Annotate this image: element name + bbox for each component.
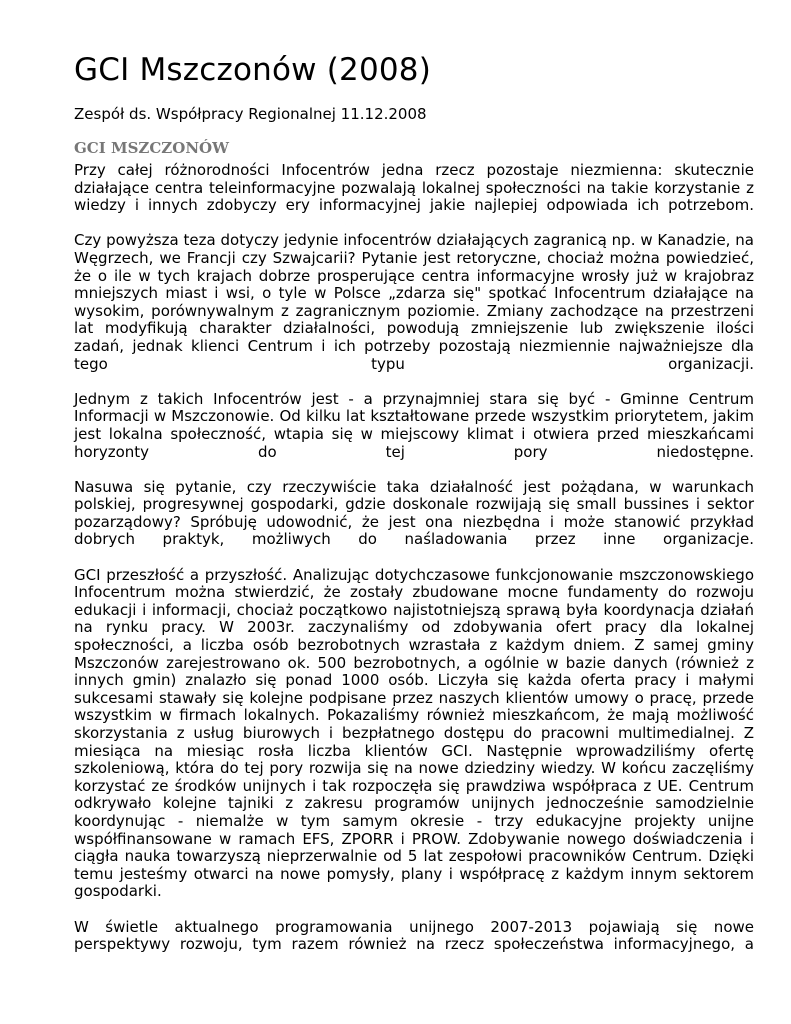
paragraph-1: Przy całej różnorodności Infocentrów jedna rzecz pozostaje niezmienna: skutecznie działające centra teleinformacyjne pozwalają lokalnej społeczności na takie korzystanie z wiedzy i innych zdobyczy ery informacyjnej jakie najlepiej odpowiada ich potrzebom. [74,161,754,215]
paragraph-3: Jednym z takich Infocentrów jest - a przynajmniej stara się być - Gminne Centrum Informacji w Mszczonowie. Od kilku lat kształtowane przede wszystkim priorytetem, jakim jest lokalna społeczność, wtapia się w miejscowy klimat i otwiera przed mieszkańcami horyzonty do tej pory niedostępne. [74,389,754,461]
paragraph-5: GCI przeszłość a przyszłość. Analizując dotychczasowe funkcjonowanie mszczonowskiego Infocentrum można stwierdzić, że zostały zbudowane mocne fundamenty do rozwoju edukacji i informacji, chociaż początkowo najistotniejszą sprawą była koordynacja działań na rynku pracy. W 2003r. zaczynaliśmy od zdobywania ofert pracy dla lokalnej społeczności, a liczba osób bezrobotnych wzrastała z każdym dniem. Z samej gminy Mszczonów zarejestrowano ok. 500 bezrobotnych, a ogólnie w bazie danych (również z innych gmin) znalazło się ponad 1000 osób. Liczyła się każda oferta pracy i małymi sukcesami stawały się kolejne podpisane przez naszych klientów umowy o pracę, przede wszystkim w firmach lokalnych. Pokazaliśmy również mieszkańcom, że mają możliwość skorzystania z usług biurowych i bezpłatnego dostępu do pracowni multimedialnej. Z miesiąca na miesiąc rosła liczba klientów GCI. Następnie wprowadziliśmy ofertę szkoleniową, która do tej pory rozwija się na nowe dziedziny wiedzy. W końcu zaczęliśmy korzystać ze środków unijnych i tak rozpoczęła się prawdziwa współpraca z UE. Centrum odkrywało kolejne tajniki z zakresu programów unijnych jednocześnie samodzielnie koordynując - niemalże w tym samym okresie - trzy edukacyjne projekty unijne współfinansowane w ramach EFS, ZPORR i PROW. Zdobywanie nowego doświadczenia i ciągła nauka towarzyszą nieprzerwalnie od 5 lat zespołowi pracowników Centrum. Dzięki temu jesteśmy otwarci na nowe pomysły, plany i współpracę z każdym innym sektorem gospodarki. [74,565,754,901]
document-subtitle: Zespół ds. Współpracy Regionalnej 11.12.2008 [74,105,427,123]
paragraph-2: Czy powyższa teza dotyczy jedynie infocentrów działających zagranicą np. w Kanadzie, na Węgrzech, we Francji czy Szwajcarii? Pytanie jest retoryczne, chociaż można powiedzieć, że o ile w tych krajach dobrze prosperujące centra informacyjne wrosły już w krajobraz mniejszych miast i wsi, o tyle w Polsce „zdarza się" spotkać Infocentrum działające na wysokim, porównywalnym z zagranicznym poziomie. Zmiany zachodzące na przestrzeni lat modyfikują charakter działalności, powodują zmniejszenie lub zwiększenie ilości zadań, jednak klienci Centrum i ich potrzeby pozostają niezmiennie najważniejsze dla tego typu organizacji. [74,231,754,373]
section-heading: GCI MSZCZONÓW [74,139,229,157]
paragraph-6: W świetle aktualnego programowania unijnego 2007-2013 pojawiają się nowe perspektywy rozwoju, tym razem również na rzecz społeczeństwa informacyjnego, a [74,917,754,954]
document-page [74,50,754,954]
paragraph-4: Nasuwa się pytanie, czy rzeczywiście taka działalność jest pożądana, w warunkach polskiej, progresywnej gospodarki, gdzie doskonale rozwijają się small bussines i sektor pozarządowy? Spróbuję udowodnić, że jest ona niezbędna i może stanowić przykład dobrych praktyk, możliwych do naśladowania przez inne organizacje. [74,477,754,549]
page-title: GCI Mszczonów (2008) [74,52,432,88]
